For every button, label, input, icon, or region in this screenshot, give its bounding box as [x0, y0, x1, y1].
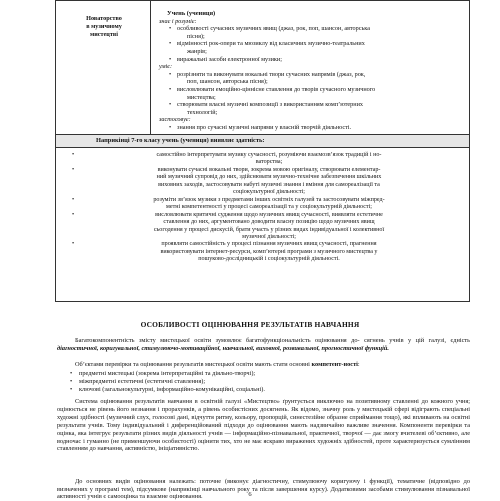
result-item-line: музичної діяльності; — [242, 233, 296, 240]
competence-list — [70, 370, 265, 394]
result-item-line: сьогодення у процесі дискусій, брати участь у різних видах індивідуальної і колективної — [153, 226, 385, 233]
outcome-item — [155, 48, 465, 56]
bullet-icon: • — [169, 123, 172, 131]
paragraph-1 — [57, 337, 470, 353]
results-box — [55, 134, 470, 302]
outcome-item-text: висловлювати емоційно-ціннісне ставлення до творів сучасного музичного — [177, 85, 376, 93]
outcome-item-text: створювати власні музичні композиції з використанням комп’ютерних — [177, 101, 363, 109]
outcome-item — [155, 71, 465, 79]
outcome-item — [155, 33, 465, 41]
outcome-item-text: мистецтва; — [187, 93, 216, 101]
outcome-item — [155, 101, 465, 109]
outcome-item — [155, 40, 465, 48]
result-item-line: виконувати сучасні вокальні твори, зокрема мовою оригіналу, створювати елементар- — [157, 166, 381, 173]
page-number: 6 — [248, 491, 252, 498]
paragraph-3 — [57, 398, 470, 453]
list-item-text: ключові (загальнокультурні, інформаційно-комунікаційні, соціальні). — [79, 386, 265, 394]
outcome-item — [155, 25, 465, 33]
result-item — [68, 197, 458, 212]
bullet-icon: • — [169, 70, 172, 78]
outcome-item — [155, 94, 465, 102]
result-item-line: розуміти зв’язок музики з предметами інших освітніх галузей та застосовувати міжпред- — [153, 196, 385, 203]
section-title: ОСОБЛИВОСТІ ОЦІНЮВАННЯ РЕЗУЛЬТАТІВ НАВЧАННЯ — [140, 320, 360, 329]
result-item — [68, 167, 458, 197]
results-box-header — [56, 135, 469, 148]
result-item-line: ставлення до них, аргументовано доводити власну позицію щодо музичних явищ — [163, 219, 375, 226]
list-item: • предметні мистецькі (зокрема інтерпретаційні та діяльно-творчі); — [70, 370, 256, 377]
outcome-group-label: застосовує: — [159, 116, 191, 124]
outcome-item-text: технологій; — [187, 108, 218, 116]
topic-line: Новаторство — [86, 15, 122, 22]
result-item-line: соціокультурної діяльності; — [233, 189, 305, 196]
results-box-title: Наприкінці 7-го класу учень (учениця) виявляє здатність: — [96, 137, 265, 144]
result-item-line: висловлювати критичні судження щодо музичних явищ сучасності, виявляти естетичне — [155, 211, 383, 218]
result-item-line: ваторства; — [255, 159, 283, 166]
list-item-text: міжпредметні естетичні (естетичні ставлення); — [79, 378, 206, 386]
outcomes-heading: Учень (учениця) — [167, 10, 216, 17]
result-item-line: використовувати інтернет-ресурси, комп’ютерні програми з музичного мистецтва у — [160, 248, 378, 255]
bullet-icon: • — [72, 241, 75, 248]
outcome-item — [155, 86, 465, 94]
list-item: • міжпредметні естетичні (естетичні ставлення); — [70, 378, 206, 386]
outcome-item-text: жанрів; — [187, 47, 207, 55]
outcome-groups — [155, 18, 465, 132]
outcome-item-text: знання про сучасні музичні напрями у власній творчій діяльності. — [177, 123, 352, 131]
result-item-line: самостійно інтерпретувати музику сучасності, розуміючи взаємозв’язок традицій і но- — [156, 152, 382, 158]
outcome-item-text: пісня); — [187, 32, 205, 40]
paragraph-2 — [57, 361, 470, 369]
bullet-icon: • — [72, 211, 75, 218]
bullet-icon: • — [72, 152, 75, 158]
paragraph-1-emphasis: діагностичної, коригувальної, стимулюючо-мотиваційної, навчальної, виховної, розвивальної, прогностичної функцій. — [57, 345, 389, 353]
result-item-line: проявляти самостійність у процесі пізнання музичних явищ сучасності, прагнення — [161, 241, 377, 248]
paragraph-2-bold: компетент-ності — [311, 361, 358, 368]
result-item — [68, 241, 458, 263]
paragraph-1-line: Багатокомпонентність змісту мистецької освіти зумовлює багатофункціональність оцінювання до- — [75, 337, 360, 344]
paragraph-3-text: Система оцінювання результатів навчання в освітній галузі «Мистецтво» ґрунтується виключно на позитивному ставленні до кожного учня; оцінюється не рівень його незнання і прорахунків, а рівень особистісних досягнень. Як відомо, значну роль у мистецькій сфері відіграють спеціальні художні здібності (музичний слух, голосові дані, відчуття ритму, кольору, пропорцій, синестезійне образне сприймання тощо), які впливають на освітні результати учнів. Тому індивідуальний і диференційований підходи до оцінювання мають надзвичайно важливе значення. Компоненти перевірки та оцінка, яка інтегрує результати різних видів діяльності учнів — інформаційно-пізнавальної, практичної, творчої — дає змогу вчителеві об’єктивно, але водночас і гуманно (не применшуючи особистості) оцінити тих, хто не має яскраво виражених художніх здібностей, проте характеризується сумлінним ставленням до навчання, активністю, ініціативністю. — [57, 398, 470, 453]
outcome-item — [155, 124, 465, 132]
outcome-item-text: розрізняти та виконувати вокальні твори сучасних напрямів (джаз, рок, — [177, 70, 366, 78]
paragraph-4-text: До основних видів оцінювання належать: поточне (виконує діагностичну, стимулюючу коригуючу і функції), тематичне (відповідно до визначених у програмі тем), підсумкове (наприкінці навчального року та після завершення курсу). Додатковими засобами стимулювання пізнавальної активності учнів є самооцінка та взаємне оцінювання. — [57, 478, 470, 501]
bullet-icon: • — [169, 85, 172, 93]
list-item: • ключові (загальнокультурні, інформаційно-комунікаційні, соціальні). — [70, 386, 265, 394]
table-outcomes-cell — [155, 10, 465, 132]
paragraph-1-text: сягнень учнів у цій галузі, єдність — [364, 337, 471, 344]
outcome-item-text: відмінності рок-опери та мюзиклу від класичних музично-театральних — [177, 40, 365, 48]
result-item-line: виховних заходів, застосовувати набуті музичні знання і вміння для самореалізації та — [158, 181, 380, 188]
outcome-item — [155, 56, 465, 64]
paragraph-2-end: : — [357, 361, 360, 368]
bullet-icon: • — [169, 55, 172, 63]
outcome-group-label: уміє: — [159, 63, 173, 71]
outcome-item — [155, 109, 465, 117]
outcome-item — [155, 78, 465, 86]
bullet-icon: • — [169, 101, 172, 109]
topic-line: мистецтві — [90, 30, 118, 38]
bullet-icon: • — [72, 166, 75, 173]
bullet-icon: • — [169, 25, 172, 33]
bullet-icon: • — [72, 196, 75, 203]
outcome-item-text: виражальні засоби електронної музики; — [177, 55, 282, 63]
result-item-line: метні компетентності у процесі самореалізації та у соціокультурній діяльності; — [166, 204, 372, 211]
topic-line: в музичному — [86, 22, 122, 30]
outcome-item-text: поп, шансон, авторська пісня); — [187, 78, 268, 86]
result-item — [68, 212, 458, 242]
results-list — [68, 152, 458, 264]
result-item — [68, 152, 458, 167]
outcome-item-text: особливості сучасних музичних явищ (джаз, рок, поп, шансон, авторська — [177, 25, 370, 33]
result-item-line: ний музичний супровід до них, здійснювати музично-технічне забезпечення шкільних — [156, 174, 382, 181]
table-topic-cell — [62, 15, 146, 38]
result-item-line: пошуково-дослідницькій і соціокультурній діяльності. — [198, 256, 340, 263]
bullet-icon: • — [169, 40, 172, 48]
list-item-text: предметні мистецькі (зокрема інтерпретаційні та діяльно-творчі); — [79, 370, 256, 377]
outcome-group-label: знає і розуміє: — [159, 17, 197, 25]
paragraph-2-text: Об’єктами перевірки та оцінювання результатів мистецької освіти мають стати основні — [75, 361, 312, 368]
